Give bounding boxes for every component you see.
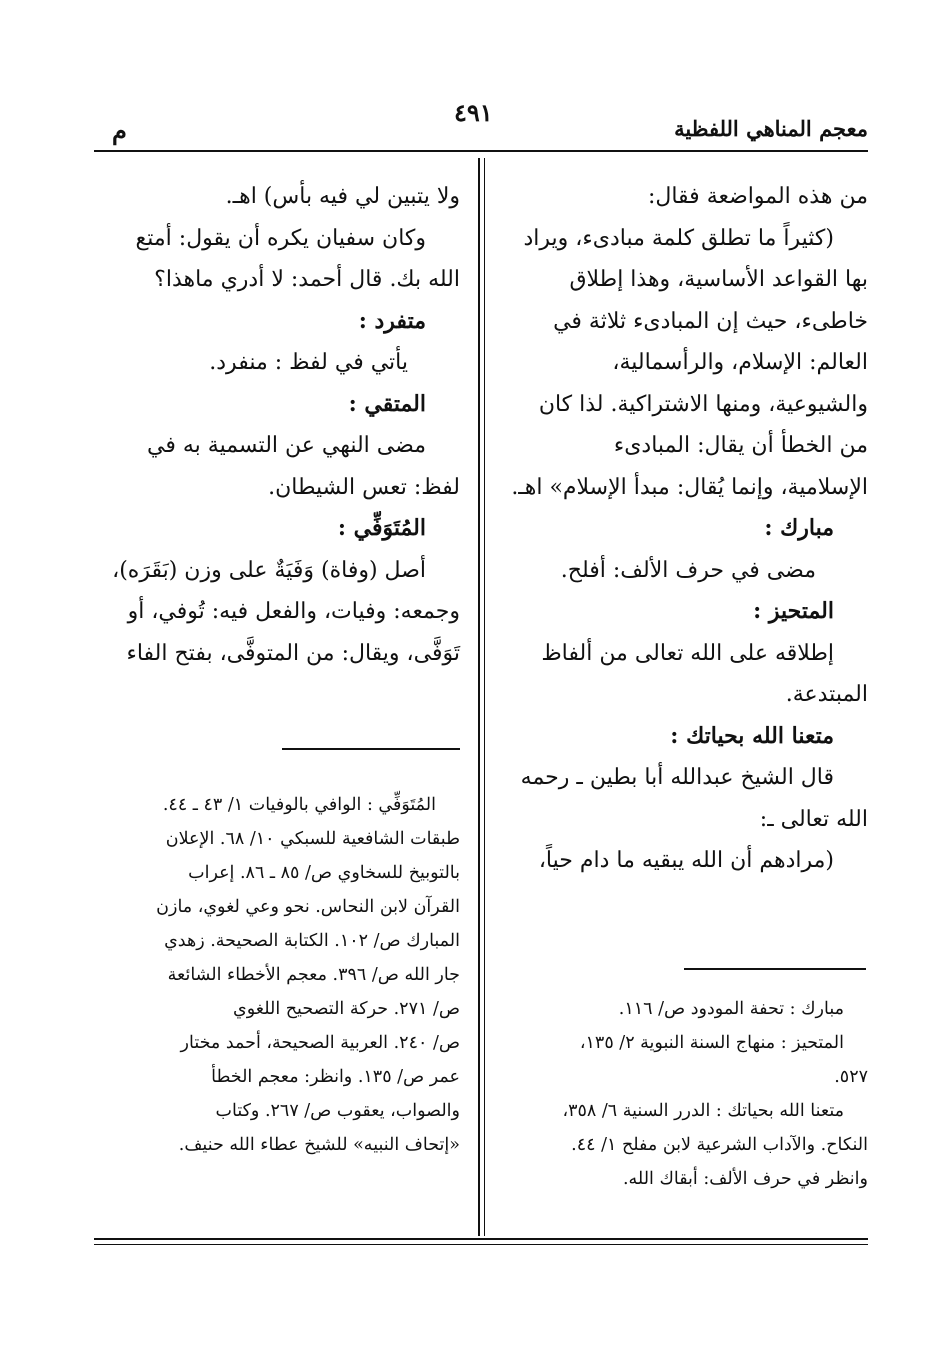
header-rule bbox=[94, 150, 868, 152]
column-divider bbox=[478, 158, 480, 1236]
text-line: (مرادهم أن الله يبقيه ما دام حياً، bbox=[538, 848, 834, 873]
text-line: وكان سفيان يكره أن يقول: أمتع bbox=[135, 225, 426, 251]
page-number: ٤٩١ bbox=[454, 98, 493, 127]
text-line: بها القواعد الأساسية، وهذا إطلاق bbox=[569, 267, 868, 292]
footnote-separator-right bbox=[684, 968, 866, 970]
bottom-rule bbox=[94, 1238, 868, 1240]
footnote-line: ص/ ٢٤٠. العربية الصحيحة، أحمد مختار bbox=[180, 1033, 460, 1053]
text-line: والشيوعية، ومنها الاشتراكية. لذا كان bbox=[538, 391, 868, 417]
footnote-line: ٥٢٧. bbox=[834, 1067, 868, 1087]
right-footnotes bbox=[500, 992, 868, 1196]
text-line: من الخطأ أن يقال: المبادىء bbox=[613, 433, 868, 458]
entry-heading: متعنا الله بحياتك : bbox=[670, 722, 834, 749]
footnote-line: النكاح. والآداب الشرعية لابن مفلح ١/ ٤٤. bbox=[571, 1135, 868, 1155]
footnote-line: عمر ص/ ١٣٥. وانظر: معجم الخطأ bbox=[211, 1067, 460, 1087]
left-footnotes bbox=[94, 788, 460, 1162]
text-line: الله تعالى ـ: bbox=[759, 806, 868, 832]
text-line: المبتدعة. bbox=[785, 682, 868, 707]
text-line: مضى في حرف الألف: أفلح. bbox=[560, 557, 816, 583]
text-line: (كثيراً ما تطلق كلمة مبادىء، ويراد bbox=[523, 225, 834, 251]
footnote-line: وانظر في حرف الألف: أبقاك الله. bbox=[622, 1169, 868, 1189]
right-column-text bbox=[500, 176, 868, 882]
footnote-line: والصواب، يعقوب ص/ ٢٦٧. وكتاب bbox=[215, 1101, 460, 1121]
footnote-line: طبقات الشافعية للسبكي ١٠/ ٦٨. الإعلان bbox=[165, 829, 460, 849]
text-line: تَوَفَّى، ويقال: من المتوفَّى، بفتح الفاء bbox=[126, 640, 460, 666]
text-line: وجمعه: وفيات، والفعل فيه: تُوفي، أو bbox=[127, 599, 460, 624]
entry-heading: مبارك : bbox=[764, 515, 834, 541]
text-line: العالم: الإسلام، والرأسمالية، bbox=[612, 350, 868, 375]
footnote-line: جار الله ص/ ٣٩٦. معجم الأخطاء الشائعة bbox=[167, 965, 460, 985]
footnote-line: متعنا الله بحياتك : الدرر السنية ٦/ ٣٥٨، bbox=[562, 1101, 844, 1121]
text-line: من هذه المواضعة فقال: bbox=[647, 184, 868, 209]
text-line: لفظ: تعس الشيطان. bbox=[268, 474, 460, 500]
footnote-line: المبارك ص/ ١٠٢. الكتابة الصحيحة. زهدي bbox=[164, 931, 460, 951]
section-letter: م bbox=[112, 116, 127, 145]
footnote-line: المتحيز : منهاج السنة النبوية ٢/ ١٣٥، bbox=[579, 1033, 844, 1053]
footnote-separator-left bbox=[282, 748, 460, 750]
text-line: الله بك. قال أحمد: لا أدري ماهذا؟ bbox=[154, 267, 460, 292]
text-line: خاطىء، حيث إن المبادىء ثلاثة في bbox=[553, 308, 868, 334]
entry-heading: متفرد : bbox=[358, 307, 426, 334]
footnote-line: ص/ ٢٧١. حركة التصحيح اللغوي bbox=[233, 999, 460, 1019]
text-line: قال الشيخ عبدالله أبا بطين ـ رحمه bbox=[520, 765, 834, 790]
footnote-line: «إتحاف النبيه» للشيخ عطاء الله حنيف. bbox=[178, 1135, 460, 1155]
entry-heading: المتحيز : bbox=[753, 598, 834, 624]
left-column-text bbox=[94, 176, 460, 674]
text-line: مضى النهي عن التسمية به في bbox=[147, 433, 426, 458]
running-header-title: معجم المناهي اللفظية bbox=[674, 116, 868, 141]
text-line: أصل (وفاة) وَفَيَةٌ على وزن (بَقَرَه)، bbox=[112, 557, 426, 583]
entry-heading: المتقي : bbox=[348, 390, 426, 417]
text-line: إطلاقه على الله تعالى من ألفاظ bbox=[541, 640, 834, 666]
bottom-rule-double bbox=[94, 1244, 868, 1245]
text-line: الإسلامية، وإنما يُقال: مبدأ الإسلام» اهـ. bbox=[511, 474, 868, 500]
footnote-line: القرآن لابن النحاس. نحو وعي لغوي، مازن bbox=[156, 897, 460, 917]
text-line: يأتي في لفظ : منفرد. bbox=[209, 350, 408, 375]
footnote-line: المُتَوَفِّي : الوافي بالوفيات ١/ ٤٣ ـ ٤٤. bbox=[162, 795, 436, 815]
text-line: ولا يتبين لي فيه بأس) اهـ. bbox=[225, 184, 460, 209]
entry-heading: المُتَوَفِّي : bbox=[337, 515, 426, 541]
footnote-line: مبارك : تحفة المودود ص/ ١١٦. bbox=[618, 999, 844, 1019]
footnote-line: بالتوبيخ للسخاوي ص/ ٨٥ ـ ٨٦. إعراب bbox=[188, 863, 460, 883]
column-divider-inner bbox=[484, 158, 485, 1236]
